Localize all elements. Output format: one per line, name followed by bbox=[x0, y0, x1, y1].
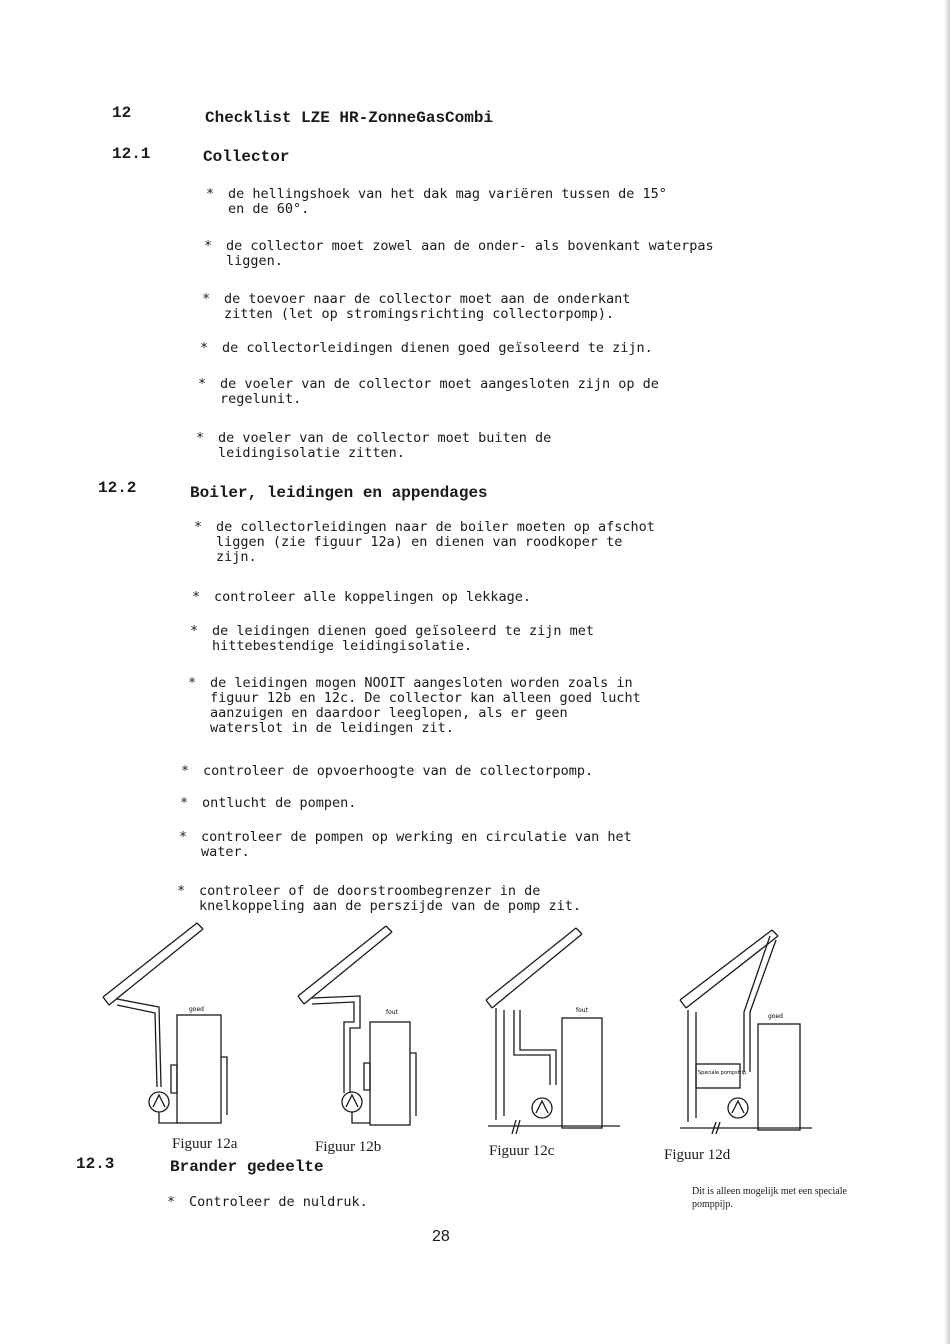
figure-12d-diagram bbox=[672, 922, 822, 1142]
subsection-title: Collector bbox=[203, 148, 290, 166]
fig-label: goed bbox=[189, 1006, 204, 1013]
figure-caption: Figuur 12c bbox=[489, 1143, 555, 1159]
list-item: * controleer de opvoerhoogte van de collectorpomp. bbox=[181, 763, 594, 779]
list-item: * Controleer de nuldruk. bbox=[167, 1194, 368, 1210]
fig-label: goed bbox=[768, 1013, 783, 1020]
figure-note: Dit is alleen mogelijk met een speciale pomppijp. bbox=[692, 1186, 847, 1210]
collector-pipe bbox=[117, 999, 161, 1087]
list-item: * ontlucht de pompen. bbox=[180, 795, 357, 811]
list-item: * de collector moet zowel aan de onder- als bovenkant waterpas liggen. bbox=[204, 238, 714, 269]
figure-caption: Figuur 12b bbox=[315, 1139, 382, 1155]
list-item: * controleer of de doorstroombegrenzer in de knelkoppeling aan de perszijde van de pomp zit. bbox=[177, 883, 582, 914]
boiler bbox=[370, 1022, 410, 1125]
collector-pipe bbox=[688, 1010, 696, 1122]
collector-pipe bbox=[312, 996, 360, 1093]
list-item: * de collectorleidingen naar de boiler moeten op afschot liggen (zie figuur 12a) en dienen van roodkoper te zijn. bbox=[194, 519, 655, 565]
list-item: * de leidingen dienen goed geïsoleerd te zijn met hittebestendige leidingisolatie. bbox=[190, 623, 595, 654]
figure-caption: Figuur 12a bbox=[172, 1136, 238, 1152]
list-item: * de voeler van de collector moet aangesloten zijn op de regelunit. bbox=[198, 376, 659, 407]
list-item: * controleer de pompen op werking en circulatie van het water. bbox=[179, 829, 632, 860]
subsection-number: 12.2 bbox=[98, 479, 137, 497]
boiler bbox=[177, 1015, 221, 1123]
figure-12c-diagram bbox=[480, 920, 625, 1145]
boiler bbox=[562, 1018, 602, 1128]
figure-12a-diagram bbox=[95, 915, 245, 1130]
list-item: * de leidingen mogen NOOIT aangesloten worden zoals in figuur 12b en 12c. De collector kan alleen goed lucht aanzuigen en daardoor leeglopen, als er geen waterslot in de leidingen zit. bbox=[188, 675, 641, 736]
subsection-number: 12.1 bbox=[112, 145, 151, 163]
solar-collector bbox=[298, 926, 392, 1004]
page-number: 28 bbox=[432, 1228, 450, 1245]
scan-edge bbox=[944, 0, 950, 1344]
return-pipe bbox=[744, 936, 776, 1072]
pump-label: Speciale pompstrip bbox=[698, 1070, 747, 1076]
solar-collector bbox=[486, 928, 582, 1008]
subsection-title: Boiler, leidingen en appendages bbox=[190, 484, 488, 502]
list-item: * de voeler van de collector moet buiten de leidingisolatie zitten. bbox=[196, 430, 552, 461]
fig-label: fout bbox=[386, 1009, 398, 1016]
list-item: * controleer alle koppelingen op lekkage. bbox=[192, 589, 531, 605]
list-item: * de hellingshoek van het dak mag variëren tussen de 15° en de 60°. bbox=[206, 186, 667, 217]
figure-caption: Figuur 12d bbox=[664, 1147, 731, 1163]
section-number: 12 bbox=[112, 104, 132, 122]
list-item: * de toevoer naar de collector moet aan de onderkant zitten (let op stromingsrichting collectorpomp). bbox=[202, 291, 631, 322]
boiler bbox=[758, 1024, 800, 1130]
list-item: * de collectorleidingen dienen goed geïsoleerd te zijn. bbox=[200, 340, 653, 356]
fig-label: fout bbox=[576, 1007, 588, 1014]
subsection-number: 12.3 bbox=[76, 1155, 115, 1173]
section-title: Checklist LZE HR-ZonneGasCombi bbox=[205, 109, 494, 127]
solar-collector bbox=[103, 923, 203, 1005]
figure-12b-diagram bbox=[290, 918, 440, 1130]
collector-pipe bbox=[496, 1008, 504, 1120]
pump-label-box bbox=[696, 1064, 740, 1088]
solar-collector bbox=[680, 930, 778, 1008]
subsection-title: Brander gedeelte bbox=[170, 1158, 324, 1176]
